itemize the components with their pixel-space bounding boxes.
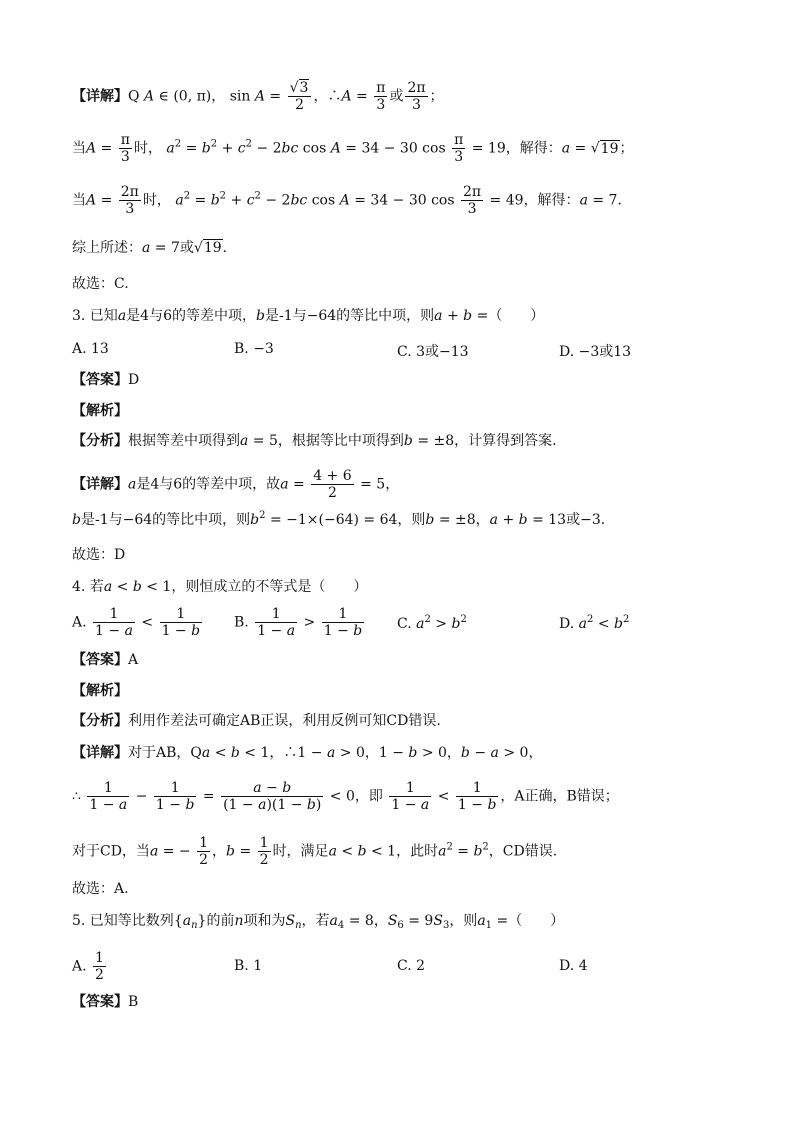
q4-analysis-tag: 【解析】 — [72, 683, 128, 699]
fraction: $\frac{√3}{2}$ — [288, 80, 312, 113]
question-3-stem: 3. 已知a是4与6的等差中项，b是-1与−64的等比中项，则a + b =（ ） — [72, 308, 545, 324]
q4-detail-2: ∴ $\frac{1}{1 - a}$ − $\frac{1}{1 - b}$ = $\frac{a - b}{(1 - a)(1 - b)}$ < 0，即 $\frac{1}{1 - a}$ < $\frac{1}{1 - b}$ ，A正确，B错误； — [72, 780, 619, 813]
q3-fenxi: 【分析】根据等差中项得到a = 5，根据等比中项得到b = ±8，计算得到答案. — [72, 433, 557, 449]
q3-result: 故选：D — [72, 547, 126, 563]
q5-option-d: D. 4 — [559, 958, 588, 974]
fraction: $\frac{2\pi}{3}$ — [120, 184, 139, 217]
q3-analysis-tag: 【解析】 — [72, 403, 128, 419]
detail-line-1: 【详解】Q A ∈ (0, π)， sin A = $\frac{√3}{2}$ ，∴A = $\frac{\pi}{3}$ 或 $\frac{2\pi}{3}$ ； — [72, 80, 444, 113]
question-5-stem: 5. 已知等比数列$\{a_n\}$的前n项和为$S_n$，若$a_4 = 8$，$S_6 = 9S_3$，则$a_1$ =（ ） — [72, 913, 565, 931]
q5-answer: 【答案】B — [72, 994, 139, 1010]
fraction: $\frac{\pi}{3}$ — [376, 80, 386, 113]
q3-option-a: A. 13 — [72, 341, 109, 357]
fraction: $\frac{2\pi}{3}$ — [463, 184, 482, 217]
q4-result: 故选：A. — [72, 881, 129, 897]
q4-answer: 【答案】A — [72, 652, 139, 668]
q4-option-c: C. $a^2 > b^2$ — [397, 614, 467, 632]
q3-option-b: B. −3 — [234, 341, 274, 357]
detail-line-3: 当A = $\frac{2\pi}{3}$ 时， $a^2 = b^2 + c^2 - 2bc$ cos A = 34 − 30 cos $\frac{2\pi}{3}$ = 49，解得：a = 7． — [72, 184, 632, 217]
q3-detail: 【详解】a是4与6的等差中项，故a = $\frac{4 + 6}{2}$ = 5， — [72, 468, 400, 501]
fraction: $\frac{\pi}{3}$ — [120, 132, 130, 165]
q5-option-a: A. $\frac{1}{2}$ — [72, 950, 104, 983]
fraction: $\frac{4 + 6}{2}$ — [313, 468, 352, 501]
q3-option-d: D. −3或13 — [559, 344, 632, 360]
q4-detail-3: 对于CD，当a = − $\frac{1}{2}$ ，b = $\frac{1}{2}$ 时，满足a < b < 1，此时$a^2 = b^2$，CD错误. — [72, 835, 558, 868]
q4-option-b: B. $\frac{1}{1 - a}$ > $\frac{1}{1 - b}$ — [234, 606, 363, 639]
q5-option-c: C. 2 — [397, 958, 426, 974]
detail-line-2: 当A = $\frac{\pi}{3}$ 时， $a^2 = b^2 + c^2 - 2bc$ cos A = 34 − 30 cos $\frac{\pi}{3}$ = 19，解得：a = √19； — [72, 132, 634, 165]
q4-detail: 【详解】对于AB，Qa < b < 1，∴1 − a > 0，1 − b > 0，b − a > 0， — [72, 745, 543, 761]
fraction: $\frac{2\pi}{3}$ — [407, 80, 426, 113]
q5-option-b: B. 1 — [234, 958, 263, 974]
q3-detail-2: b是-1与−64的等比中项，则$b^2 = -1\times(-64) = 64$，则b = ±8，a + b = 13或−3． — [72, 510, 615, 528]
q3-option-c: C. 3或−13 — [397, 344, 469, 360]
q3-answer: 【答案】D — [72, 372, 140, 388]
summary-line: 综上所述：a = 7或√19. — [72, 240, 228, 256]
q4-option-a: A. $\frac{1}{1 - a}$ < $\frac{1}{1 - b}$ — [72, 606, 201, 639]
q4-fenxi: 【分析】利用作差法可确定AB正误，利用反例可知CD错误. — [72, 713, 441, 729]
q4-option-d: D. $a^2 < b^2$ — [559, 614, 630, 632]
question-4-stem: 4. 若a < b < 1，则恒成立的不等式是（ ） — [72, 579, 368, 595]
result-line: 故选：C. — [72, 276, 129, 292]
fraction: $\frac{\pi}{3}$ — [454, 132, 464, 165]
detail-tag: 【详解】 — [72, 88, 128, 105]
